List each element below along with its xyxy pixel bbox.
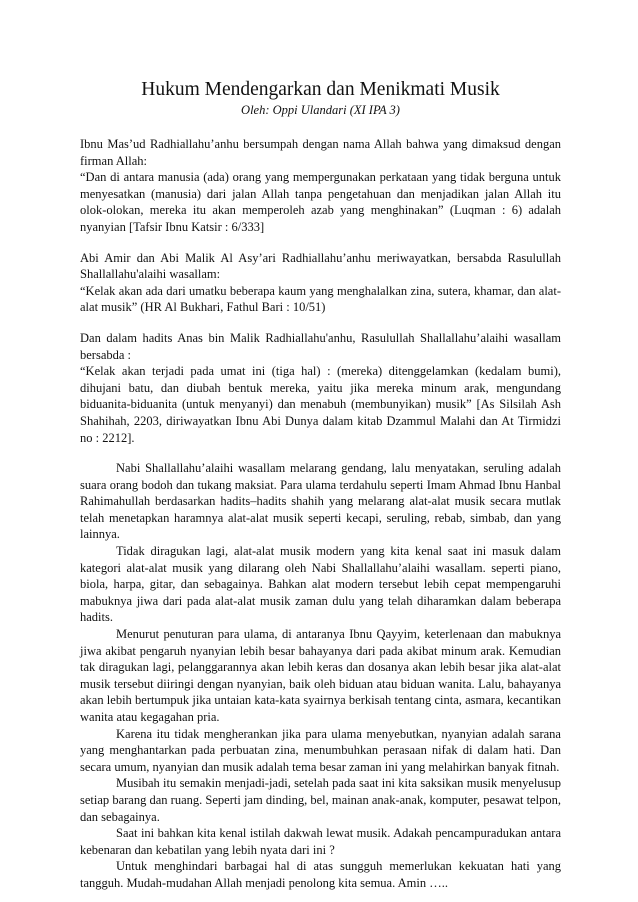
- document-page: [80, 78, 561, 892]
- section-intro: Dan dalam hadits Anas bin Malik Radhiallahu'anhu, Rasulullah Shallallahu’alaihi wasallam bersabda :: [80, 330, 561, 362]
- section-quote: “Kelak akan terjadi pada umat ini (tiga hal) : (mereka) ditenggelamkan (kedalam bumi), dihujani batu, dan diubah bentuk mereka, yaitu jika mereka minum arak, mengundang biduanita-biduanita (untuk menyanyi) dan menabuh (membunyikan) musik” [As Silsilah Ash Shahihah, 2203, diriwayatkan Ibnu Abi Dunya dalam kitab Dzammul Malahi dan At Tirmidzi no : 2212].: [80, 364, 561, 445]
- body-paragraph: Musibah itu semakin menjadi-jadi, setelah pada saat ini kita saksikan musik menyelusup setiap barang dan ruang. Seperti jam dinding, bel, mainan anak-anak, komputer, pesawat telpon, dan sebagainya.: [80, 776, 561, 824]
- body-text: [80, 460, 561, 891]
- body-paragraph: Saat ini bahkan kita kenal istilah dakwah lewat musik. Adakah pencampuradukan antara kebenaran dan kebatilan yang lebih nyata dari ini ?: [80, 826, 561, 857]
- section-intro: Ibnu Mas’ud Radhiallahu’anhu bersumpah dengan nama Allah bahwa yang dimaksud dengan firman Allah:: [80, 137, 561, 168]
- hadith-section-3: [80, 330, 561, 446]
- hadith-section-1: [80, 136, 561, 236]
- hadith-section-2: [80, 250, 561, 316]
- section-quote: “Dan di antara manusia (ada) orang yang mempergunakan perkataan yang tidak berguna untuk menyesatkan (manusia) dari jalan Allah tanpa pengetahuan dan menjadikan jalan Allah itu olok-olokan, mereka itu akan memperoleh azab yang menghinakan” (Luqman : 6) adalah nyanyian [Tafsir Ibnu Katsir : 6/333]: [80, 170, 561, 234]
- section-intro: Abi Amir dan Abi Malik Al Asy’ari Radhiallahu’anhu meriwayatkan, bersabda Rasulullah Shallallahu'alaihi wasallam:: [80, 250, 561, 282]
- section-quote: “Kelak akan ada dari umatku beberapa kaum yang menghalalkan zina, sutera, khamar, dan alat-alat musik” (HR Al Bukhari, Fathul Bari : 10/51): [80, 283, 561, 315]
- body-paragraph: Karena itu tidak mengherankan jika para ulama menyebutkan, nyanyian adalah sarana yang menghantarkan pada perbuatan zina, menumbuhkan perasaan nifak di dalam hati. Dan secara umum, nyanyian dan musik adalah tema besar zaman ini yang melahirkan banyak fitnah.: [80, 726, 561, 774]
- document-title: Hukum Mendengarkan dan Menikmati Musik: [141, 79, 500, 100]
- body-paragraph: Nabi Shallallahu’alaihi wasallam melarang gendang, lalu menyatakan, seruling adalah suara orang bodoh dan tukang maksiat. Para ulama terdahulu seperti Imam Ahmad Ibnu Hanbal Rahimahullah berdasarkan hadits–hadits shahih yang melarang alat-alat musik secara mutlak telah menetapkan haramnya alat-alat musik seperti kecapi, seruling, rebab, simbab, dan yang lainnya.: [80, 461, 561, 542]
- body-paragraph: Untuk menghindari barbagai hal di atas sungguh memerlukan kekuatan hati yang tangguh. Mudah-mudahan Allah menjadi penolong kita semua. Amin …..: [80, 859, 561, 890]
- body-paragraph: Tidak diragukan lagi, alat-alat musik modern yang kita kenal saat ini masuk dalam kategori alat-alat musik yang dilarang oleh Nabi Shallallahu’alaihi wasallam. seperti piano, biola, harpa, gitar, dan sebagainya. Bahkan alat modern tersebut lebih cepat mempengaruhi mabuknya jiwa dari pada alat-alat musik zaman dulu yang telah diharamkan dalam beberapa hadits.: [80, 544, 561, 625]
- body-paragraph: Menurut penuturan para ulama, di antaranya Ibnu Qayyim, keterlenaan dan mabuknya jiwa akibat pengaruh nyanyian lebih besar bahayanya dari pada akibat minum arak. Kemudian tak diragukan lagi, pelanggarannya akan lebih keras dan dosanya akan lebih besar jika alat-alat musik tersebut diiringi dengan nyanyian, baik oleh biduan atau biduan wanita. Lalu, bahayanya akan lebih bertumpuk jika untaian kata-kata syairnya berkisah tentang cinta, asmara, kecantikan wanita atau kegagahan pria.: [80, 627, 561, 724]
- author-byline: Oleh: Oppi Ulandari (XI IPA 3): [241, 103, 400, 117]
